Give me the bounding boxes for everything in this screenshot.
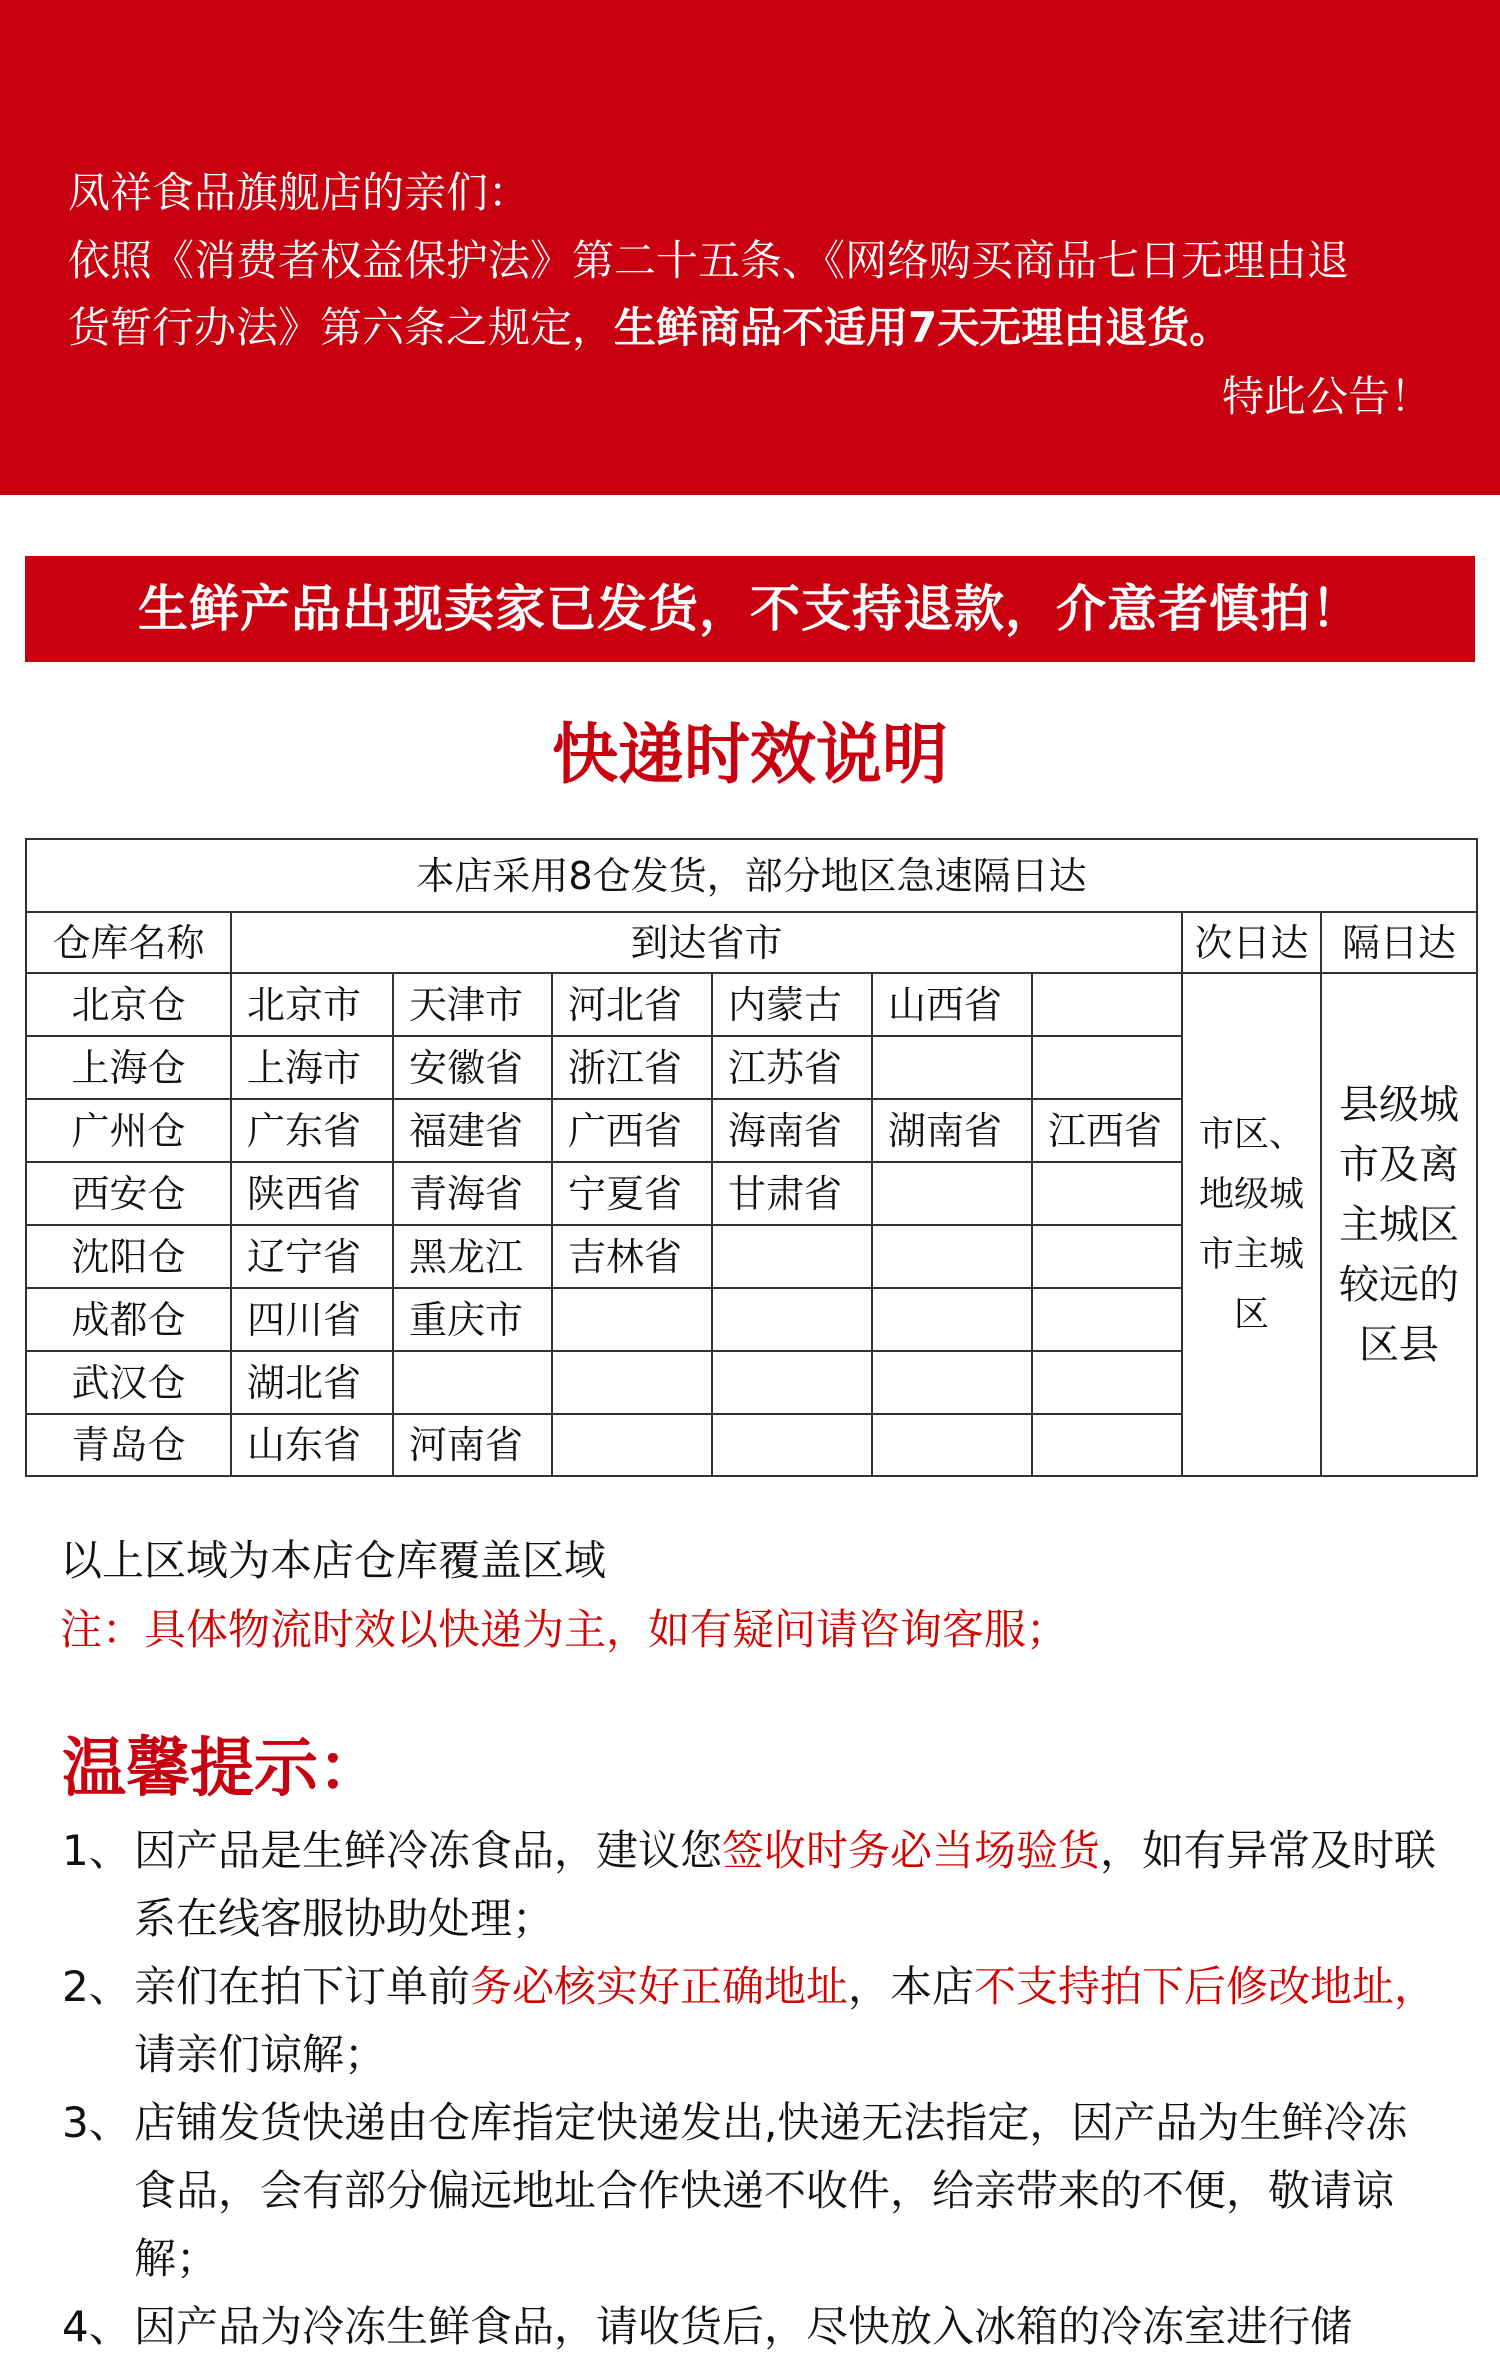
warehouse-cell: 西安仓 <box>26 1162 231 1225</box>
province-cell: 青海省 <box>393 1162 552 1225</box>
tip-item <box>62 1817 1442 1953</box>
province-cell <box>1032 1414 1182 1476</box>
province-cell: 四川省 <box>231 1288 393 1351</box>
announcement-rule-line <box>68 303 1232 352</box>
province-cell: 黑龙江 <box>393 1225 552 1288</box>
next-day-cell: 市区、地级城市主城区 <box>1182 973 1321 1476</box>
tip-text-part: ，如有异常及时联系在线客服协助处理； <box>134 1826 1437 1943</box>
province-cell: 湖南省 <box>872 1099 1032 1162</box>
province-cell <box>1032 1225 1182 1288</box>
tip-highlight: 务必核实好正确地址 <box>470 1962 849 2011</box>
announcement-greeting: 凤祥食品旗舰店的亲们： <box>68 168 531 217</box>
warehouse-cell: 青岛仓 <box>26 1414 231 1476</box>
warehouse-cell: 广州仓 <box>26 1099 231 1162</box>
announcement-law-line: 依照《消费者权益保护法》第二十五条、《网络购买商品七日无理由退 <box>68 236 1350 285</box>
warehouse-cell: 上海仓 <box>26 1036 231 1099</box>
warehouse-cell: 北京仓 <box>26 973 231 1036</box>
tip-item <box>62 2089 1442 2293</box>
tip-text <box>134 1953 1442 2089</box>
province-cell <box>872 1288 1032 1351</box>
province-cell: 天津市 <box>393 973 552 1036</box>
province-cell <box>872 1036 1032 1099</box>
province-cell <box>712 1351 872 1414</box>
province-cell: 宁夏省 <box>552 1162 712 1225</box>
province-cell: 河南省 <box>393 1414 552 1476</box>
province-cell: 吉林省 <box>552 1225 712 1288</box>
province-cell: 湖北省 <box>231 1351 393 1414</box>
tip-text <box>134 1817 1442 1953</box>
tip-highlight: 不支持拍下后修改地址， <box>974 1962 1437 2011</box>
warehouse-cell: 武汉仓 <box>26 1351 231 1414</box>
tip-item <box>62 1953 1442 2089</box>
province-cell: 广东省 <box>231 1099 393 1162</box>
province-cell <box>1032 1351 1182 1414</box>
tip-highlight: 签收时务必当场验货 <box>722 1826 1101 1875</box>
warehouse-cell: 沈阳仓 <box>26 1225 231 1288</box>
tip-text-part: 请亲们谅解； <box>134 2030 387 2079</box>
province-cell <box>872 1351 1032 1414</box>
tip-number: 2、 <box>62 1962 131 2011</box>
tips-title: 温馨提示： <box>62 1732 382 1806</box>
tip-number: 3、 <box>62 2098 131 2147</box>
tip-text-part: 亲们在拍下订单前 <box>134 1962 471 2011</box>
province-cell <box>552 1414 712 1476</box>
province-cell <box>393 1351 552 1414</box>
province-cell: 江苏省 <box>712 1036 872 1099</box>
province-cell: 海南省 <box>712 1099 872 1162</box>
province-cell <box>1032 1162 1182 1225</box>
province-cell: 广西省 <box>552 1099 712 1162</box>
province-cell <box>712 1414 872 1476</box>
header-provinces: 到达省市 <box>231 912 1182 973</box>
second-day-cell: 县级城市及离主城区较远的区县 <box>1321 973 1477 1476</box>
announcement-rule-bold: 生鲜商品不适用7天无理由退货。 <box>614 303 1232 352</box>
province-cell <box>712 1225 872 1288</box>
shipping-table <box>25 838 1478 1477</box>
province-cell: 重庆市 <box>393 1288 552 1351</box>
province-cell <box>872 1225 1032 1288</box>
tip-text: 因产品为冷冻生鲜食品，请收货后，尽快放入冰箱的冷冻室进行储 <box>134 2302 1353 2351</box>
province-cell <box>872 1414 1032 1476</box>
province-cell: 陕西省 <box>231 1162 393 1225</box>
province-cell <box>552 1288 712 1351</box>
table-caption: 本店采用8仓发货，部分地区急速隔日达 <box>26 839 1477 912</box>
province-cell: 山东省 <box>231 1414 393 1476</box>
province-cell: 福建省 <box>393 1099 552 1162</box>
province-cell: 辽宁省 <box>231 1225 393 1288</box>
tip-number: 4、 <box>62 2302 131 2351</box>
province-cell <box>1032 973 1182 1036</box>
header-warehouse: 仓库名称 <box>26 912 231 973</box>
province-cell <box>552 1351 712 1414</box>
province-cell: 江西省 <box>1032 1099 1182 1162</box>
header-next-day: 次日达 <box>1182 912 1321 973</box>
province-cell: 甘肃省 <box>712 1162 872 1225</box>
logistics-note: 注：具体物流时效以快递为主，如有疑问请咨询客服； <box>60 1605 1069 1654</box>
announcement-signoff: 特此公告！ <box>1221 372 1432 421</box>
province-cell: 浙江省 <box>552 1036 712 1099</box>
tip-text: 店铺发货快递由仓库指定快递发出,快递无法指定，因产品为生鲜冷冻食品，会有部分偏远地址合作快递不收件，给亲带来的不便，敬请谅解； <box>134 2098 1408 2283</box>
warehouse-cell: 成都仓 <box>26 1288 231 1351</box>
shipping-title: 快递时效说明 <box>552 716 948 793</box>
province-cell <box>1032 1288 1182 1351</box>
tip-text-part: ，本店 <box>848 1962 975 2011</box>
tip-item <box>62 2293 1442 2361</box>
province-cell: 河北省 <box>552 973 712 1036</box>
coverage-note: 以上区域为本店仓库覆盖区域 <box>60 1536 607 1585</box>
no-refund-banner: 生鲜产品出现卖家已发货，不支持退款，介意者慎拍！ <box>25 556 1475 662</box>
province-cell: 山西省 <box>872 973 1032 1036</box>
province-cell <box>872 1162 1032 1225</box>
tip-text-part: 因产品是生鲜冷冻食品，建议您 <box>134 1826 723 1875</box>
province-cell <box>1032 1036 1182 1099</box>
header-second-day: 隔日达 <box>1321 912 1477 973</box>
announcement-panel <box>0 0 1500 495</box>
tip-number: 1、 <box>62 1826 131 1875</box>
province-cell: 上海市 <box>231 1036 393 1099</box>
province-cell: 内蒙古 <box>712 973 872 1036</box>
province-cell: 北京市 <box>231 973 393 1036</box>
announcement-rule-text: 货暂行办法》第六条之规定， <box>68 303 615 352</box>
province-cell: 安徽省 <box>393 1036 552 1099</box>
province-cell <box>712 1288 872 1351</box>
